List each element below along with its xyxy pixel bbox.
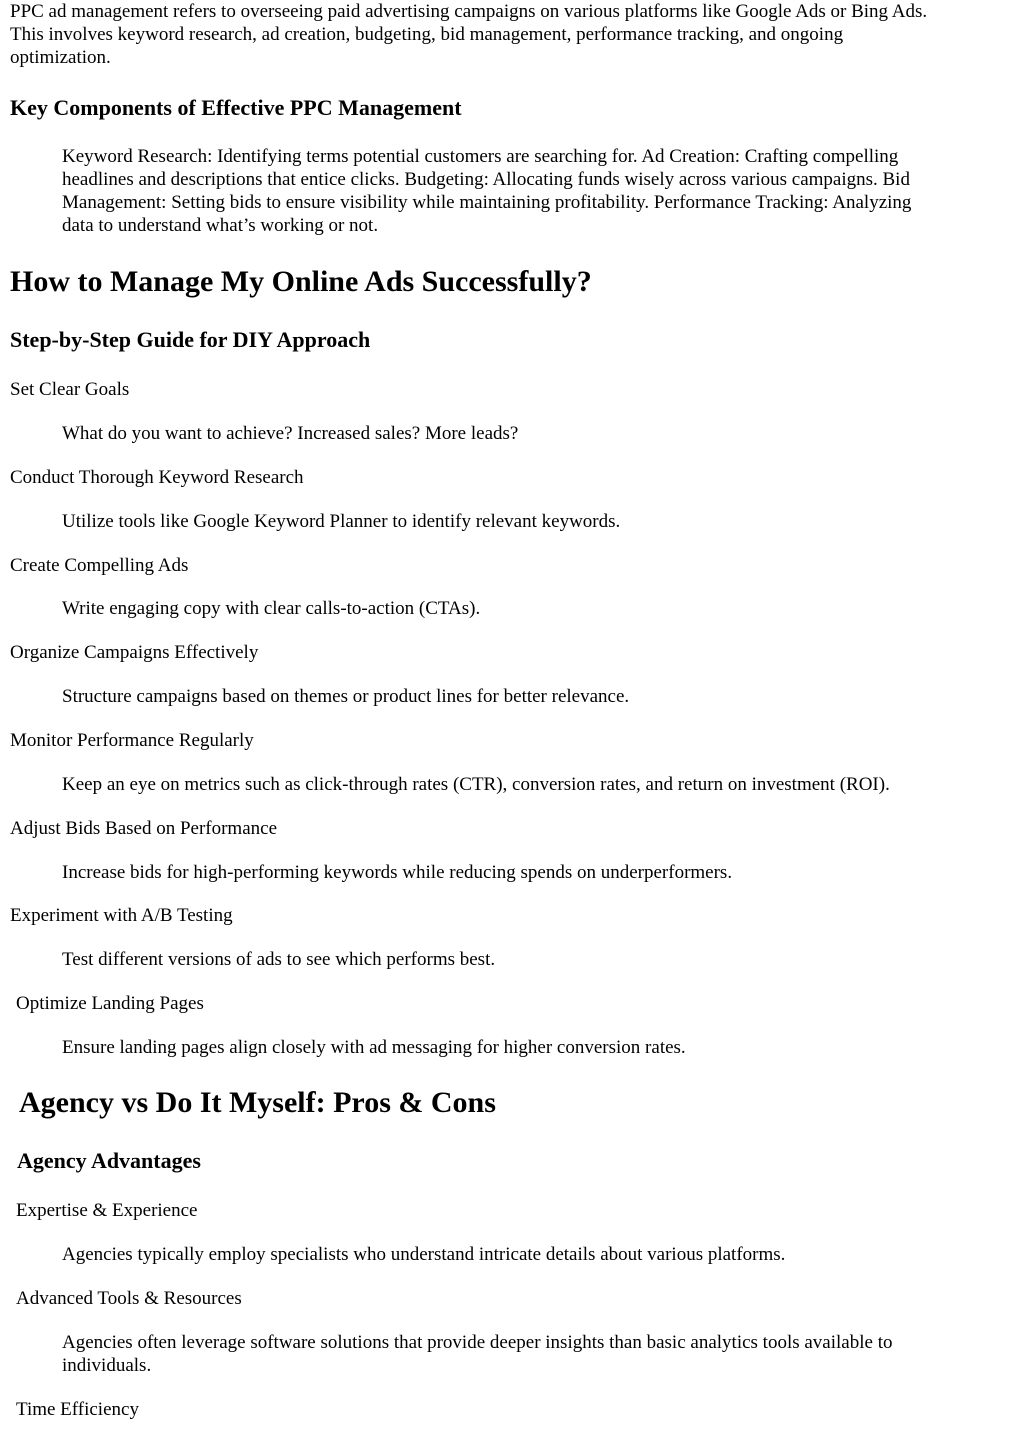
agency-item-title: Advanced Tools & Resources <box>16 1288 242 1309</box>
step-title: Conduct Thorough Keyword Research <box>10 467 304 488</box>
step-desc: Utilize tools like Google Keyword Planner to identify relevant keywords. <box>62 511 621 532</box>
step-title: Set Clear Goals <box>10 379 130 400</box>
step-title: Adjust Bids Based on Performance <box>10 818 278 839</box>
agency-item-title: Time Efficiency <box>16 1399 139 1420</box>
agency-section-heading: Agency vs Do It Myself: Pros & Cons <box>19 1086 496 1119</box>
key-components-line-4: data to understand what’s working or not. <box>62 215 379 236</box>
intro-line-1: PPC ad management refers to overseeing paid advertising campaigns on various platforms like Google Ads or Bing Ads. <box>10 1 928 22</box>
step-desc: Ensure landing pages align closely with ad messaging for higher conversion rates. <box>62 1037 686 1058</box>
step-desc: Structure campaigns based on themes or product lines for better relevance. <box>62 686 630 707</box>
step-desc: Keep an eye on metrics such as click-through rates (CTR), conversion rates, and return on investment (ROI). <box>62 774 890 795</box>
agency-item-desc-line-2: individuals. <box>62 1355 152 1376</box>
step-desc: Test different versions of ads to see which performs best. <box>62 949 496 970</box>
manage-section-heading: How to Manage My Online Ads Successfully? <box>10 265 592 298</box>
agency-section-subheading: Agency Advantages <box>17 1148 201 1173</box>
intro-line-2: This involves keyword research, ad creation, budgeting, bid management, performance tracking, and ongoing <box>10 24 844 45</box>
step-title: Optimize Landing Pages <box>16 993 204 1014</box>
intro-line-3: optimization. <box>10 47 111 68</box>
agency-item-title: Expertise & Experience <box>16 1200 198 1221</box>
step-title: Monitor Performance Regularly <box>10 730 254 751</box>
key-components-heading: Key Components of Effective PPC Management <box>10 95 462 120</box>
agency-item-desc-line-1: Agencies often leverage software solutions that provide deeper insights than basic analytics tools available to <box>62 1332 893 1353</box>
step-desc: Write engaging copy with clear calls-to-action (CTAs). <box>62 598 481 619</box>
step-title: Create Compelling Ads <box>10 555 189 576</box>
step-desc: Increase bids for high-performing keywords while reducing spends on underperformers. <box>62 862 733 883</box>
key-components-line-1: Keyword Research: Identifying terms potential customers are searching for. Ad Creation: Crafting compelling <box>62 146 899 167</box>
key-components-line-3: Management: Setting bids to ensure visibility while maintaining profitability. Performance Tracking: Analyzing <box>62 192 912 213</box>
key-components-line-2: headlines and descriptions that entice clicks. Budgeting: Allocating funds wisely across various campaigns. Bid <box>62 169 910 190</box>
manage-section-subheading: Step-by-Step Guide for DIY Approach <box>10 327 371 352</box>
agency-item-desc: Agencies typically employ specialists who understand intricate details about various platforms. <box>62 1244 786 1265</box>
step-desc: What do you want to achieve? Increased sales? More leads? <box>62 423 519 444</box>
step-title: Organize Campaigns Effectively <box>10 642 259 663</box>
step-title: Experiment with A/B Testing <box>10 905 233 926</box>
